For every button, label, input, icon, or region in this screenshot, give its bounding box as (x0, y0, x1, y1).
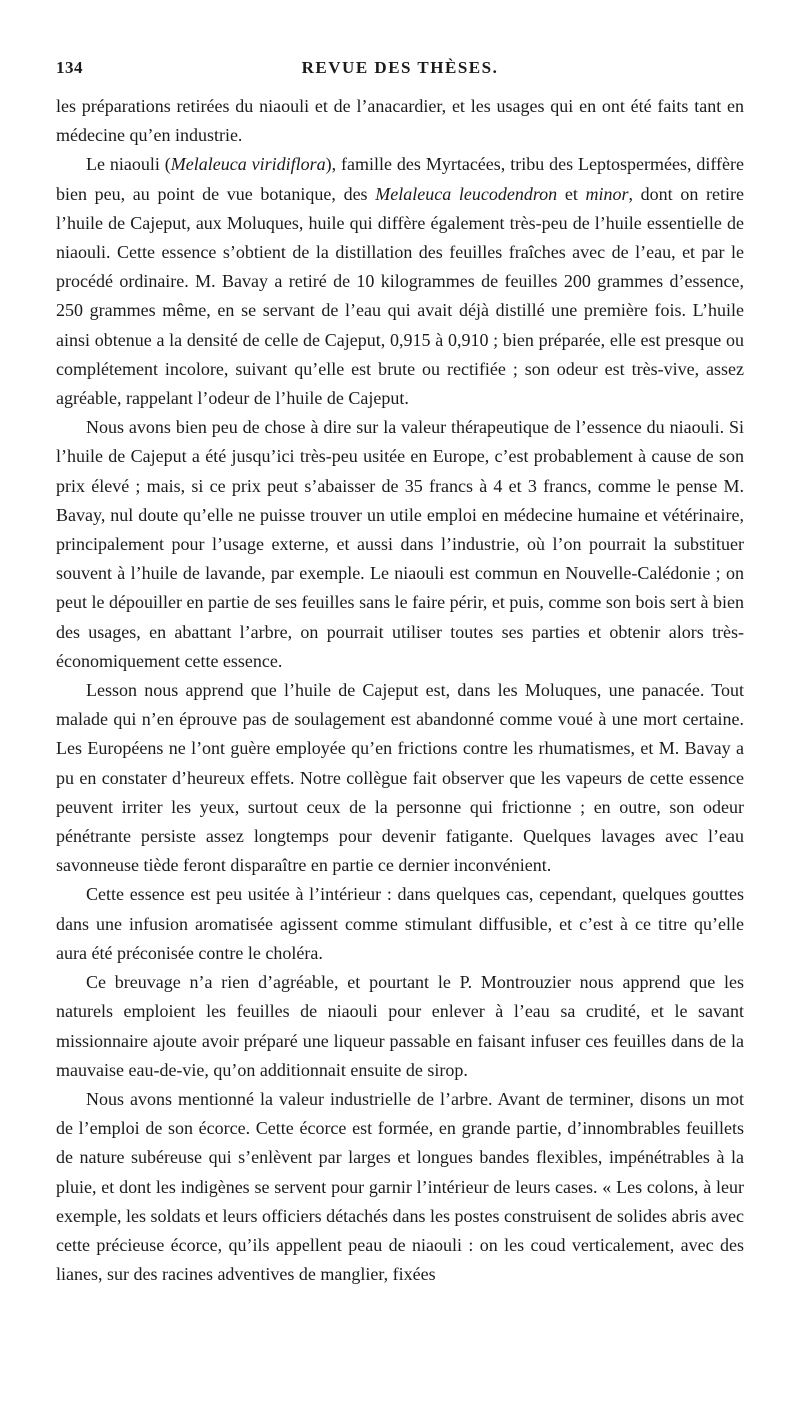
running-header (56, 58, 744, 92)
paragraph-bark-use: Nous avons mentionné la valeur industrielle de l’arbre. Avant de terminer, disons un mot de l’emploi de son écorce. Cette écorce est formée, en grande partie, d’innombrables feuillets de nature subéreuse qui s’enlèvent par larges et longues bandes flexibles, impénétrables à la pluie, et dont les indigènes se servent pour garnir l’intérieur de leurs cases. « Les colons, à leur exemple, les soldats et leurs officiers détachés dans les postes construisent de solides abris avec cette précieuse écorce, qu’ils appellent peau de niaouli : on les coud verticalement, avec des lianes, sur des racines adventives de manglier, fixées (56, 1088, 744, 1285)
document-page (56, 58, 744, 1289)
paragraph-text: Le niaouli ( (86, 154, 171, 175)
paragraph-internal-use: Cette essence est peu usitée à l’intérieur : dans quelques cas, cependant, quelques gouttes dans une infusion aromatisée agissent comme stimulant diffusible, et c’est à ce titre qu’elle aura été préconisée contre le choléra. (56, 884, 744, 963)
paragraph-continuation: les préparations retirées du niaouli et de l’anacardier, et les usages qui en ont été faits tant en médecine qu’en industrie. (56, 96, 744, 146)
paragraph-text: , dont on retire l’huile de Cajeput, aux Moluques, huile qui diffère également très-peu de l’huile essentielle de niaouli. Cette essence s’obtient de la distillation des feuilles fraîches avec de l’eau, et par le procédé ordinaire. M. Bavay a retiré de 10 kilogrammes de feuilles 200 grammes d’essence, 250 grammes même, en se servant de l’eau qui avait déjà distillé une première fois. L’huile ainsi obtenue a la densité de celle de Cajeput, 0,915 à 0,910 ; bien préparée, elle est presque ou complétement incolore, suivant qu’elle est brute ou rectifiée ; son odeur est très-vive, assez agréable, rappelant l’odeur de l’huile de Cajeput. (56, 183, 744, 409)
species-name: minor (585, 183, 629, 204)
body-text (56, 92, 744, 1289)
species-name: Melaleuca leucodendron (375, 183, 558, 204)
paragraph-niaouli-botany (56, 150, 744, 413)
paragraph-therapeutic-value: Nous avons bien peu de chose à dire sur la valeur thérapeutique de l’essence du niaouli. Si l’huile de Cajeput a été jusqu’ici très-peu usitée en Europe, c’est probablement à cause de son prix élevé ; mais, si ce prix peut s’abaisser de 35 francs à 4 et 3 francs, comme le pense M. Bavay, nul doute qu’elle ne puisse trouver un utile emploi en médecine humaine et vétérinaire, principalement pour l’usage externe, et aussi dans l’industrie, où l’on pourrait la substituer souvent à l’huile de lavande, par exemple. Le niaouli est commun en Nouvelle-Calédonie ; on peut le dépouiller en partie de ses feuilles sans le faire périr, et puis, comme son bois sert à bien des usages, en abattant l’arbre, on pourrait utiliser toutes ses parties et obtenir alors très-économiquement cette essence. (56, 417, 744, 671)
species-name: Melaleuca viridiflora (170, 154, 326, 175)
running-title: REVUE DES THÈSES. (301, 58, 499, 77)
paragraph-lesson-moluques: Lesson nous apprend que l’huile de Cajeput est, dans les Moluques, une panacée. Tout malade qui n’en éprouve pas de soulagement est abandonné comme voué à une mort certaine. Les Européens ne l’ont guère employée qu’en frictions contre les rhumatismes, et M. Bavay a pu en constater d’heureux effets. Notre collègue fait observer que les vapeurs de cette essence peuvent irriter les yeux, surtout ceux de la personne qui frictionne ; en outre, son odeur pénétrante persiste assez longtemps pour devenir fatigante. Quelques lavages avec l’eau savonneuse tiède feront disparaître en partie ce dernier inconvénient. (56, 680, 744, 876)
page-number: 134 (56, 58, 83, 77)
paragraph-text: et (557, 183, 586, 204)
paragraph-text: ), famille des Myrtacées, tribu des Leptospermées, diffère bien peu, au point de vue botanique, des (56, 154, 744, 204)
paragraph-beverage: Ce breuvage n’a rien d’agréable, et pourtant le P. Montrouzier nous apprend que les naturels emploient les feuilles de niaouli pour enlever à l’eau sa crudité, et le savant missionnaire ajoute avoir préparé une liqueur passable en faisant infuser ces feuilles dans de la mauvaise eau-de-vie, qu’on additionnait ensuite de sirop. (56, 972, 744, 1080)
